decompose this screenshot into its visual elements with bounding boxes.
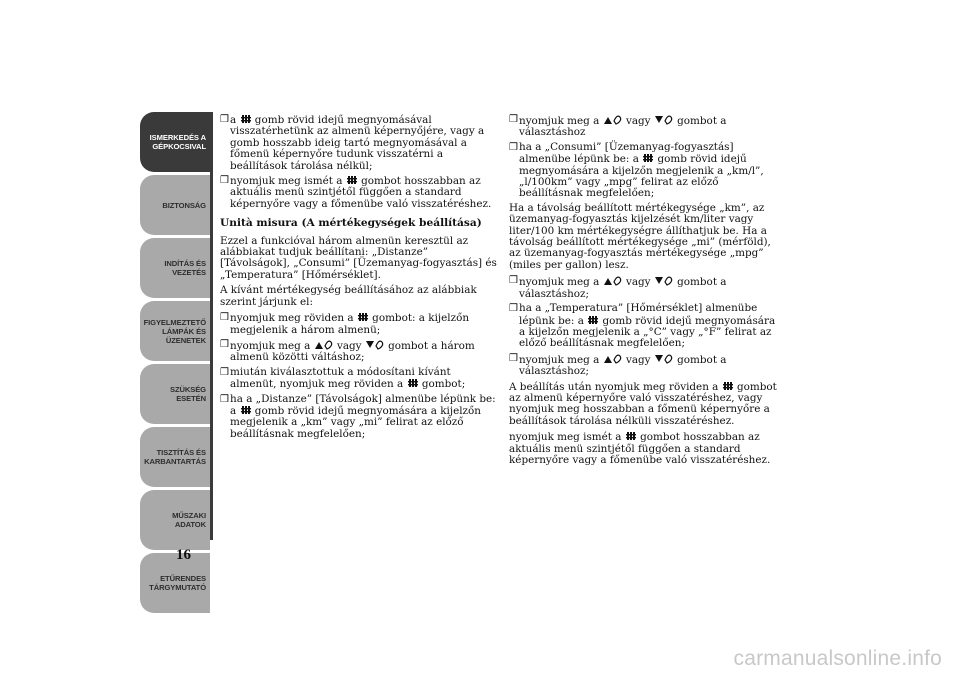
item-text: gomb rövid idejű megnyomására a kijelzőn megjelenik a „km” vagy „mi” felirat az előző beállításnak megfelelően;	[230, 404, 481, 440]
tab-muszaki-adatok[interactable]	[140, 490, 210, 550]
item-text: vagy	[333, 339, 365, 352]
tab-label: BIZTONSÁG	[162, 200, 206, 210]
item-text: ha a „Consumi” [Üzemanyag-fogyasztás] almenübe lépünk be: a	[519, 140, 734, 166]
tab-biztonsag[interactable]	[140, 175, 210, 235]
bullet-box-icon: ❒	[220, 393, 229, 405]
list-item	[509, 142, 784, 200]
item-text: a	[230, 114, 240, 126]
tab-label: INDÍTÁS ÉS VEZETÉS	[164, 259, 206, 277]
item-text: nyomjuk meg a	[519, 353, 603, 366]
item-text: gombot a választáshoz;	[519, 353, 727, 378]
list-item	[509, 275, 784, 300]
bullet-box-icon: ❒	[220, 338, 229, 350]
list-item	[220, 367, 498, 391]
mode-button-icon	[357, 312, 369, 324]
item-text: nyomjuk meg a	[519, 115, 603, 127]
tab-label: FIGYELMEZTETŐ LÁMPÁK ÉS ÜZENETEK	[143, 317, 206, 345]
list-item	[220, 312, 498, 336]
mode-button-icon	[587, 315, 599, 327]
item-text: miután kiválasztottuk a módosítani kívánt almenüt, nyomjuk meg röviden a	[230, 365, 451, 391]
tab-ismerkedes[interactable]	[140, 112, 210, 172]
down-button-icon	[654, 115, 674, 127]
item-text: ha a „Temperatura” [Hőmérséklet] almenübe lépünk be: a	[519, 302, 758, 327]
list-item	[509, 114, 784, 139]
list-item	[509, 303, 784, 350]
watermark: carmanualsonline.info	[733, 647, 942, 670]
mode-button-icon	[625, 431, 637, 443]
paragraph	[509, 431, 784, 466]
up-button-icon	[314, 340, 334, 352]
mode-button-icon	[722, 381, 734, 393]
up-button-icon	[603, 354, 623, 366]
para-text: A beállítás után nyomjuk meg röviden a	[509, 380, 722, 393]
left-column	[220, 114, 498, 443]
item-text: gomb rövid idejű megnyomására a kijelzőn megjelenik a „°C” vagy „°F” felirat az előző beállításnak megfelelően;	[519, 314, 776, 350]
bullet-box-icon: ❒	[509, 141, 518, 153]
tab-label: MŰSZAKI ADATOK	[172, 511, 206, 529]
bullet-box-icon: ❒	[220, 175, 229, 187]
tab-figyelmezteto-lampak[interactable]	[140, 301, 210, 361]
tab-inditas-es-vezetes[interactable]	[140, 238, 210, 298]
item-text: nyomjuk meg a	[230, 339, 314, 352]
mode-button-icon	[407, 378, 419, 390]
tab-label: ISMERKEDÉS A GÉPKOCSIVAL	[149, 133, 206, 151]
bullet-box-icon: ❒	[220, 114, 229, 125]
page-number: 16	[176, 547, 191, 563]
para-text: nyomjuk meg ismét a	[509, 431, 625, 444]
para-text: gombot hosszabban az aktuális menü szintjétől függően a standard képernyőre vagy a főmenübe való visszatéréshez.	[509, 431, 771, 466]
list-item	[220, 114, 498, 172]
list-item	[509, 353, 784, 378]
tab-label: TISZTÍTÁS ÉS KARBANTARTÁS	[144, 448, 206, 466]
bullet-box-icon: ❒	[509, 303, 518, 315]
item-text: gombot a választáshoz	[519, 115, 727, 139]
bullet-box-icon: ❒	[509, 114, 518, 125]
item-text: nyomjuk meg röviden a	[230, 312, 357, 325]
item-text: ha a „Distanze” [Távolságok] almenübe lépünk be: a	[230, 392, 496, 417]
mode-button-icon	[642, 153, 654, 165]
tab-tisztitas-es-karbantartas[interactable]	[140, 427, 210, 487]
item-text: nyomjuk meg ismét a	[230, 175, 346, 188]
item-text: gombot;	[418, 378, 466, 391]
up-button-icon	[603, 276, 623, 288]
paragraph: Ha a távolság beállított mértékegysége „km”, az üzemanyag-fogyasztás kijelzését km/liter vagy liter/100 km mértékegységre állíthatjuk be. Ha a távolság beállított mértékegysége „mi” (mérföld), az üzemanyag-fogyasztás mértékegysége „mpg” (miles per gallon) lesz.	[509, 201, 771, 271]
up-button-icon	[603, 115, 623, 127]
bullet-box-icon: ❒	[220, 366, 229, 378]
item-text: vagy	[622, 115, 654, 127]
list-item	[220, 394, 498, 441]
tab-targymutato[interactable]	[140, 553, 210, 613]
list-item	[220, 339, 498, 364]
item-text: gombot: a kijelzőn megjelenik a három almenü;	[230, 312, 470, 336]
down-button-icon	[654, 354, 674, 366]
list-item	[220, 175, 498, 210]
bullet-box-icon: ❒	[220, 312, 229, 324]
item-text: vagy	[622, 276, 654, 289]
paragraph: Ezzel a funkcióval három almenün keresztül az alábbiakat tudjuk beállítani: „Distanze” [Távolságok], „Consumi” [Üzemanyag-fogyasztás] és „Temperatura” [Hőmérséklet].	[220, 234, 497, 281]
paragraph	[509, 381, 784, 428]
item-text: gombot a három almenü közötti váltáshoz;	[230, 339, 475, 364]
right-column	[509, 114, 784, 470]
item-text: gombot a választáshoz;	[519, 276, 727, 300]
paragraph: A kívánt mértékegység beállításához az alábbiak szerint járjunk el:	[220, 284, 477, 308]
down-button-icon	[654, 276, 674, 288]
down-button-icon	[365, 340, 385, 352]
section-title: Unità misura (A mértékegységek beállítása)	[220, 217, 482, 230]
item-text: vagy	[622, 353, 654, 366]
item-text: gomb rövid idejű megnyomására a kijelzőn megjelenik a „km/l”, „l/100km” vagy „mpg” felirat az előző beállításnak megfelelően;	[519, 153, 764, 200]
tab-label: ETŰRENDES TÁRGYMUTATÓ	[149, 574, 206, 592]
tab-label: SZÜKSÉG ESETÉN	[169, 385, 206, 403]
tab-szukseg-eseten[interactable]	[140, 364, 210, 424]
para-text: gombot az almenü képernyőre való visszatéréshez, vagy nyomjuk meg hosszabban a főmenü képernyőre a beállítások tárolása nélküli visszatéréshez.	[509, 380, 777, 427]
item-text: nyomjuk meg a	[519, 276, 603, 289]
chapter-sidebar	[140, 112, 210, 616]
item-text: gomb rövid idejű megnyomásával visszatérhetünk az almenü képernyőjére, vagy a gomb hosszabb ideig tartó megnyomásával a főmenü képernyőre tudunk visszatérni a beállítások tárolása nélkül;	[230, 114, 485, 172]
item-text: gombot hosszabban az aktuális menü szintjétől függően a standard képernyőre vagy a főmenübe való visszatéréshez.	[230, 175, 492, 210]
bullet-box-icon: ❒	[509, 352, 518, 364]
bullet-box-icon: ❒	[509, 275, 518, 287]
sidebar-divider	[210, 112, 213, 540]
